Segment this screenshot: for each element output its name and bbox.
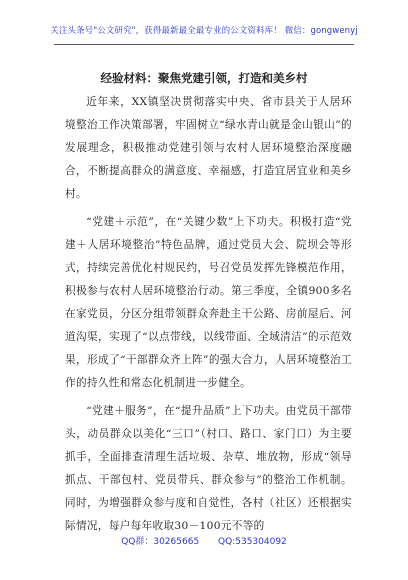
header-banner: 关注头条号"公文研究"，获得最新最全最专业的公文资料库！ 微信：gongwenyj — [50, 26, 358, 36]
footer-contacts — [0, 534, 408, 547]
body-paragraph: “党建＋示范”，在“关键少数”上下功夫。积极打造“党建＋人居环境整治”特色品牌，通过党员大会、院坝会等形式，持续完善优化村规民约，号召党员发挥先锋模范作用，积极参与农村人居环境整治行动。第三季度，全镇900多名在家党员，分区分组带领群众奔赴主干公路、房前屋后、河道沟渠，实现了“以点带线，以线带面、全域清洁”的示范效果，形成了“干部群众齐上阵”的强大合力，人居环境整治工作的持久性和常态化机制进一步健全。 — [65, 216, 352, 389]
footer-qq-group: QQ群：30265665 — [121, 537, 200, 547]
document-title: 经验材料：聚焦党建引领，打造和美乡村 — [100, 71, 308, 85]
header-divider — [54, 44, 354, 45]
footer-qq-number: QQ:535304092 — [218, 537, 287, 547]
body-paragraph: “党建＋服务”，在“提升品质”上下功夫。由党员干部带头，动员群众以美化“三口”（村口、路口、家门口）为主要抓手，全面排查清理生活垃圾、杂草、堆放物，形成“领导抓点、干部包村、党员带兵、群众参与”的整治工作机制。同时，为增强群众参与度和自觉性，各村（社区）还根据实际情况，每户每年收取30－100元不等的 — [65, 405, 352, 532]
document-body — [65, 91, 352, 543]
body-paragraph: 近年来，XX镇坚决贯彻落实中央、省市县关于人居环境整治工作决策部署，牢固树立“绿水青山就是金山银山”的发展理念，积极推动党建引领与农村人居环境整治深度融合，不断提高群众的满意度、幸福感，打造宜居宜业和美乡村。 — [65, 96, 352, 200]
